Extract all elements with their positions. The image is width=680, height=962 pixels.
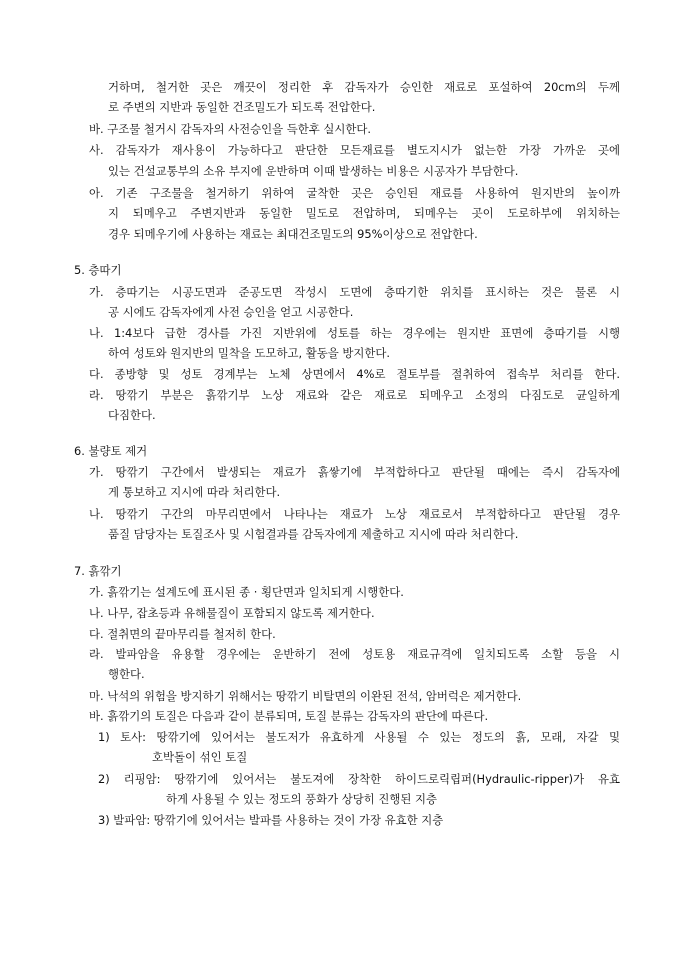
list-item: 라. 발파암을 유용할 경우에는 운반하기 전에 성토용 재료규격에 일치되도록 소할 등을 시 bbox=[89, 647, 620, 661]
text-line: 로 주변의 지반과 동일한 건조밀도가 되도록 전압한다. bbox=[108, 100, 376, 114]
list-item: 다. 절취면의 끝마무리를 철저히 한다. bbox=[89, 627, 276, 641]
text-line: 호박돌이 섞인 토질 bbox=[152, 750, 248, 764]
text-line: 다짐한다. bbox=[108, 408, 156, 422]
list-item: 라. 땅깎기 부분은 흙깎기부 노상 재료와 같은 재료로 되메우고 소정의 다짐도로 균일하게 bbox=[89, 388, 620, 402]
sub-list-item: 3) 발파암: 땅깎기에 있어서는 발파를 사용하는 것이 가장 유효한 지층 bbox=[98, 813, 444, 827]
list-item: 바. 구조물 철거시 감독자의 사전승인을 득한후 실시한다. bbox=[89, 122, 372, 136]
list-item: 나. 1:4보다 급한 경사를 가진 지반위에 성토를 하는 경우에는 원지반 표면에 층따기를 시행 bbox=[89, 326, 620, 340]
text-line: 공 시에도 감독자에게 사전 승인을 얻고 시공한다. bbox=[108, 305, 354, 319]
list-item: 마. 낙석의 위험을 방지하기 위해서는 땅깎기 비탈면의 이완된 전석, 암버럭은 제거한다. bbox=[89, 689, 522, 703]
text-line: 행한다. bbox=[108, 667, 145, 681]
sub-list-item: 2) 리핑암: 땅깎기에 있어서는 불도져에 장착한 하이드로릭립퍼(Hydraulic-ripper)가 유효 bbox=[98, 772, 620, 786]
text-line: 품질 담당자는 토질조사 및 시험결과를 감독자에게 제출하고 지시에 따라 처리한다. bbox=[108, 527, 519, 541]
text-line: 지 되메우고 주변지반과 동일한 밀도로 전압하며, 되메우는 곳이 도로하부에 위치하는 bbox=[108, 206, 620, 220]
list-item: 나. 나무, 잡초등과 유해물질이 포함되지 않도록 제거한다. bbox=[89, 606, 375, 620]
list-item: 사. 감독자가 재사용이 가능하다고 판단한 모든재료를 별도지시가 없는한 가장 가까운 곳에 bbox=[89, 143, 620, 157]
text-line: 있는 건설교통부의 소유 부지에 운반하며 이때 발생하는 비용은 시공자가 부담한다. bbox=[108, 164, 519, 178]
text-line: 경우 되메우기에 사용하는 재료는 최대건조밀도의 95%이상으로 전압한다. bbox=[108, 227, 478, 241]
list-item: 가. 층따기는 시공도면과 준공도면 작성시 도면에 층따기한 위치를 표시하는 것은 물론 시 bbox=[89, 285, 620, 299]
list-item: 다. 종방향 및 성토 경계부는 노체 상면에서 4%로 절토부를 절취하여 접속부 처리를 한다. bbox=[89, 367, 620, 381]
text-line: 하여 성토와 원지반의 밀착을 도모하고, 활동을 방지한다. bbox=[108, 346, 391, 360]
text-line: 게 통보하고 지시에 따라 처리한다. bbox=[108, 485, 281, 499]
list-item: 나. 땅깎기 구간의 마무리면에서 나타나는 재료가 노상 재료로서 부적합하다고 판단될 경우 bbox=[89, 507, 620, 521]
list-item: 가. 흙깎기는 설계도에 표시된 종 · 횡단면과 일치되게 시행한다. bbox=[89, 585, 404, 599]
section-heading: 7. 흙깎기 bbox=[74, 564, 122, 578]
list-item: 바. 흙깎기의 토질은 다음과 같이 분류되며, 토질 분류는 감독자의 판단에 따른다. bbox=[89, 709, 489, 723]
text-line: 거하며, 철거한 곳은 깨끗이 정리한 후 감독자가 승인한 재료로 포설하여 20cm의 두께 bbox=[108, 80, 620, 94]
text-line: 하게 사용될 수 있는 정도의 풍화가 상당히 진행된 지층 bbox=[166, 792, 438, 806]
section-heading: 6. 불량토 제거 bbox=[74, 444, 148, 458]
list-item: 아. 기존 구조물을 철거하기 위하여 굴착한 곳은 승인된 재료를 사용하여 원지반의 높이까 bbox=[89, 186, 620, 200]
sub-list-item: 1) 토사: 땅깎기에 있어서는 불도저가 유효하게 사용될 수 있는 정도의 흙, 모래, 자갈 및 bbox=[98, 730, 620, 744]
list-item: 가. 땅깎기 구간에서 발생되는 재료가 흙쌓기에 부적합하다고 판단될 때에는 즉시 감독자에 bbox=[89, 465, 620, 479]
section-heading: 5. 층따기 bbox=[74, 263, 122, 277]
